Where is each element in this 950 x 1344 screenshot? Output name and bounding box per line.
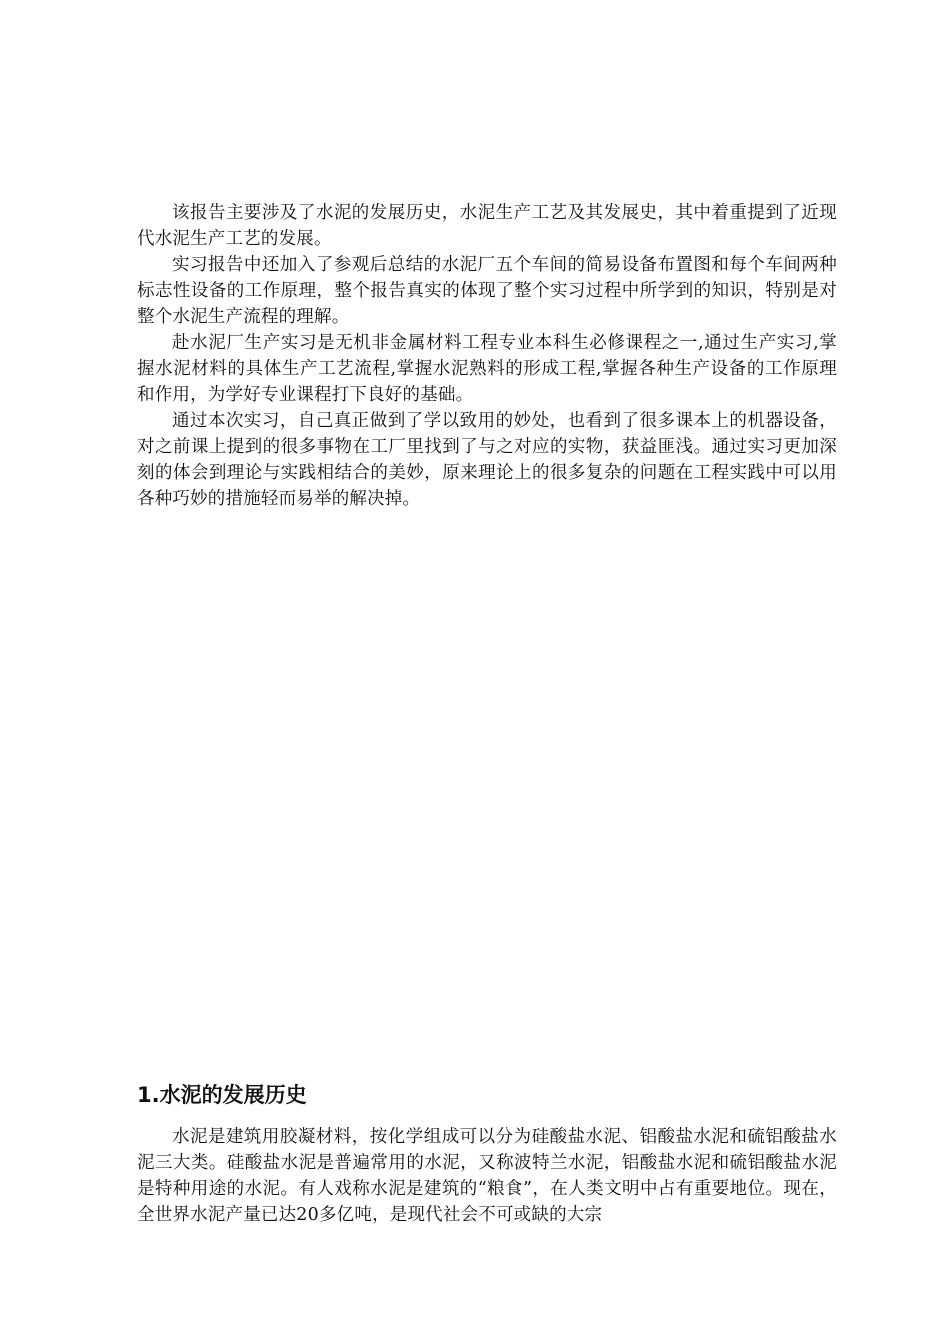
- abstract-paragraph-2: 实习报告中还加入了参观后总结的水泥厂五个车间的简易设备布置图和每个车间两种标志性设备的工作原理，整个报告真实的体现了整个实习过程中所学到的知识，特别是对整个水泥生产流程的理解。: [137, 255, 837, 327]
- section-cement-history: [137, 1080, 837, 1228]
- abstract-paragraph-1: 该报告主要涉及了水泥的发展历史，水泥生产工艺及其发展史，其中着重提到了近现代水泥生产工艺的发展。: [137, 203, 837, 249]
- abstract-paragraph-4: 通过本次实习，自己真正做到了学以致用的妙处，也看到了很多课本上的机器设备，对之前课上提到的很多事物在工厂里找到了与之对应的实物，获益匪浅。通过实习更加深刻的体会到理论与实践相结合的美妙，原来理论上的很多复杂的问题在工程实践中可以用各种巧妙的措施轻而易举的解决掉。: [137, 411, 837, 509]
- abstract-paragraph-3: 赴水泥厂生产实习是无机非金属材料工程专业本科生必修课程之一,通过生产实习,掌握水泥材料的具体生产工艺流程,掌握水泥熟料的形成工程,掌握各种生产设备的工作原理和作用，为学好专业课程打下良好的基础。: [137, 333, 837, 405]
- section-heading: 1.水泥的发展历史: [137, 1083, 307, 1107]
- section-paragraph: 水泥是建筑用胶凝材料，按化学组成可以分为硅酸盐水泥、铝酸盐水泥和硫铝酸盐水泥三大类。硅酸盐水泥是普遍常用的水泥，又称波特兰水泥，铝酸盐水泥和硫铝酸盐水泥是特种用途的水泥。有人戏称水泥是建筑的“粮食”，在人类文明中占有重要地位。现在，全世界水泥产量已达20多亿吨，是现代社会不可或缺的大宗: [137, 1127, 837, 1225]
- abstract-section: [137, 200, 837, 512]
